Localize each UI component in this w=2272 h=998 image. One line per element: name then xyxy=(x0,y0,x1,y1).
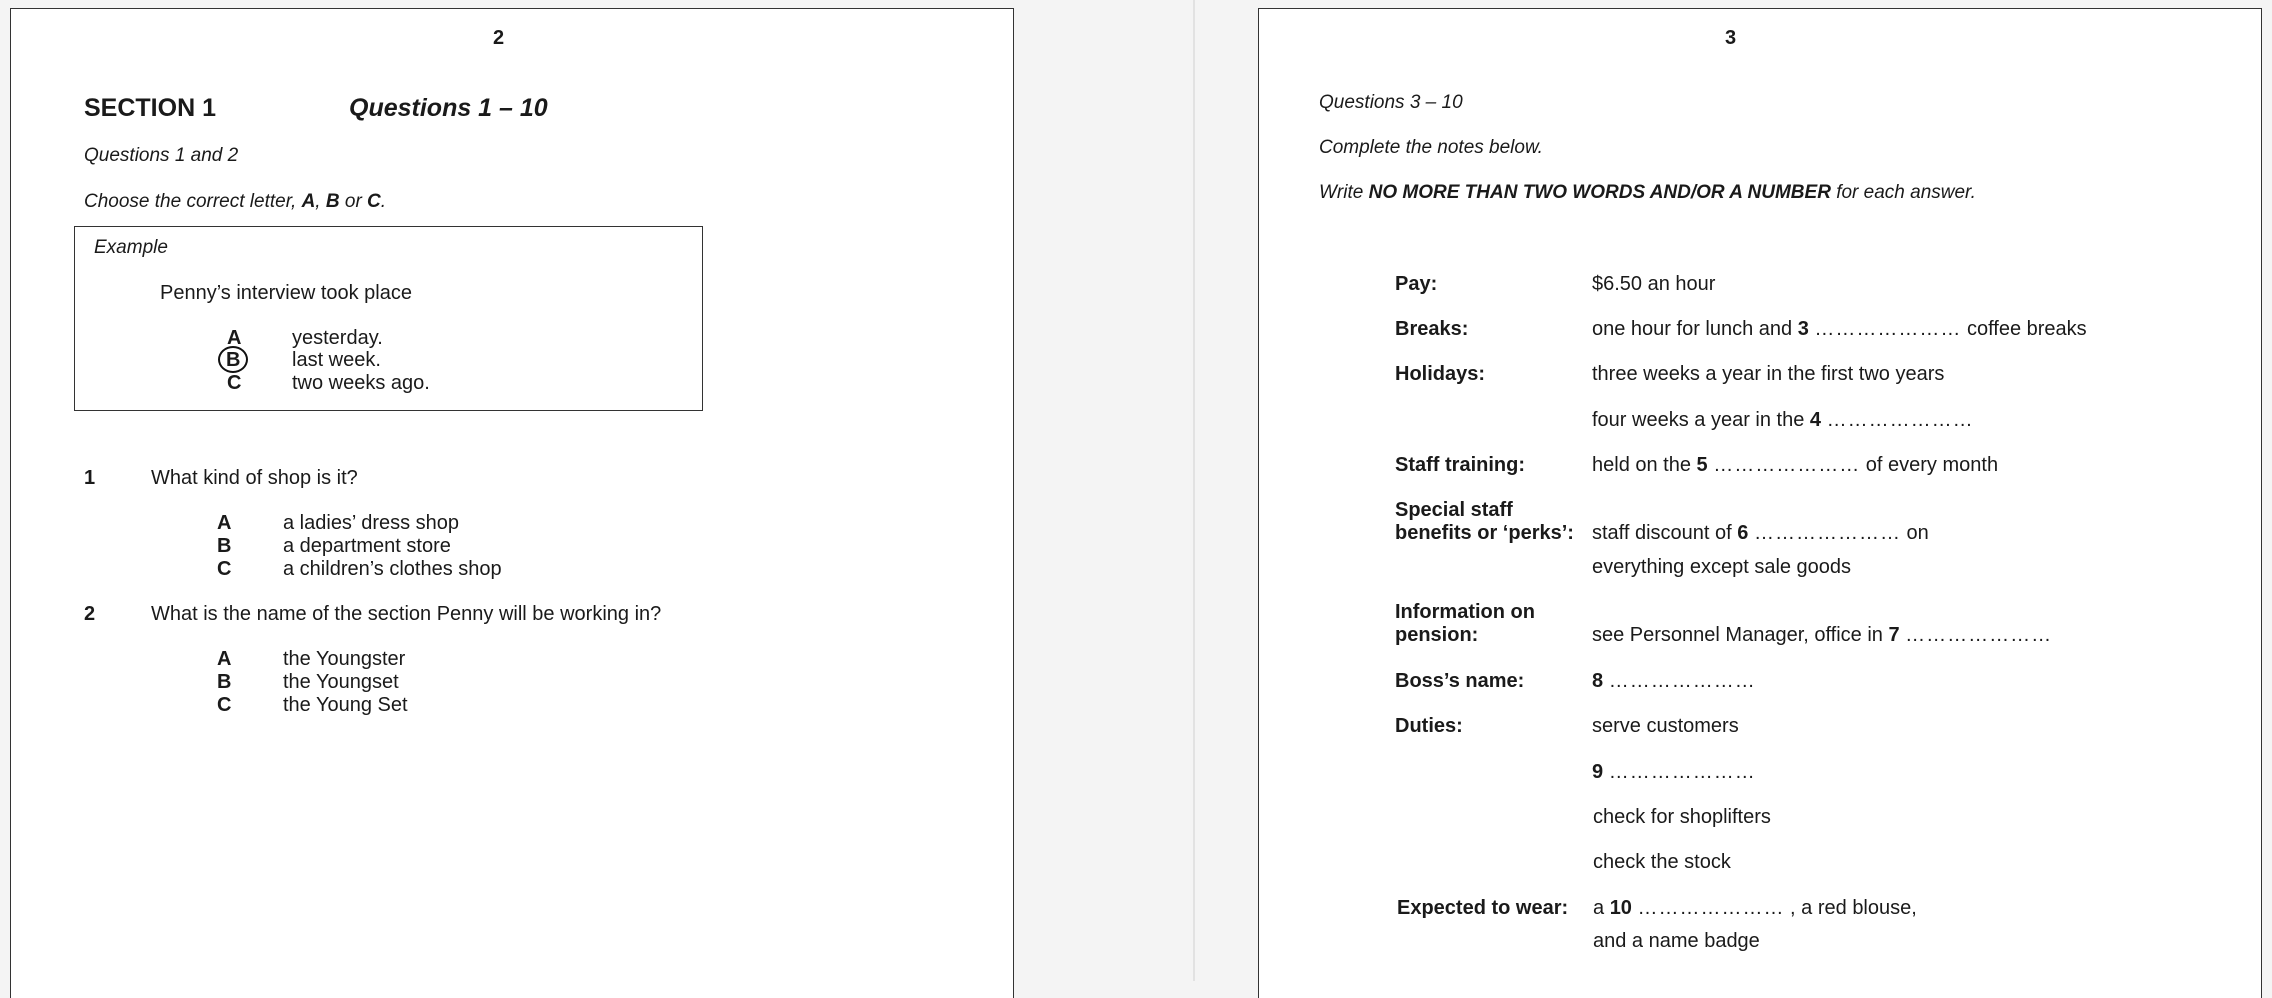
instruction-emphasis: NO MORE THAN TWO WORDS AND/OR A NUMBER xyxy=(1368,182,1831,203)
instruction-word-limit xyxy=(1319,182,1976,204)
notes-value-pay: $6.50 an hour xyxy=(1592,273,1716,295)
answer-gap-7: ………………… xyxy=(1905,624,2053,646)
section-title: SECTION 1 xyxy=(84,94,216,122)
questions-heading: Questions 1 and 2 xyxy=(84,145,239,166)
notes-value-staff-training xyxy=(1592,454,1998,477)
instruction-or: or xyxy=(339,191,368,212)
gap-number-7: 7 xyxy=(1888,624,1900,646)
notes-text: staff discount of xyxy=(1592,522,1738,544)
option-text: the Young Set xyxy=(283,694,408,716)
notes-label-special-2: benefits or ‘perks’: xyxy=(1395,522,1574,544)
answer-gap-6: ………………… xyxy=(1753,522,1901,544)
instruction-sep: , xyxy=(315,191,326,212)
notes-value-pension xyxy=(1592,624,2052,647)
page-number: 3 xyxy=(1725,27,1737,49)
notes-label-boss: Boss’s name: xyxy=(1395,670,1525,692)
notes-value-duties-2 xyxy=(1592,761,1756,784)
answer-gap-10: ………………… xyxy=(1637,897,1785,919)
notes-text: four weeks a year in the xyxy=(1592,409,1810,431)
example-label: Example xyxy=(94,237,168,258)
notes-value-holidays-2 xyxy=(1592,409,1974,432)
question-number: 2 xyxy=(84,603,96,625)
instruction-complete: Complete the notes below. xyxy=(1319,137,1543,158)
notes-text: of every month xyxy=(1860,454,1999,476)
option-letter: A xyxy=(217,648,232,670)
option-letter: B xyxy=(217,535,232,557)
answer-gap-9: ………………… xyxy=(1608,761,1756,783)
page-number: 2 xyxy=(493,27,505,49)
notes-label-pension-1: Information on xyxy=(1395,601,1535,623)
notes-text: on xyxy=(1900,522,1929,544)
instruction-text: Choose the correct letter, xyxy=(84,191,302,212)
example-stem: Penny’s interview took place xyxy=(160,282,412,304)
notes-text: see Personnel Manager, office in xyxy=(1592,624,1889,646)
option-letter: C xyxy=(217,694,232,716)
notes-label-pension-2: pension: xyxy=(1395,624,1479,646)
gap-number-10: 10 xyxy=(1609,897,1632,919)
instruction-letter-a: A xyxy=(301,191,316,212)
notes-value-wear-1 xyxy=(1593,897,1917,920)
notes-label-holidays: Holidays: xyxy=(1395,363,1486,385)
notes-label-breaks: Breaks: xyxy=(1395,318,1469,340)
page-gutter xyxy=(1193,0,1195,981)
option-text: a ladies’ dress shop xyxy=(283,512,460,534)
notes-value-special-1 xyxy=(1592,522,1929,545)
notes-value-boss xyxy=(1592,670,1756,693)
option-text: a department store xyxy=(283,535,451,557)
instruction-end: . xyxy=(380,191,387,212)
answer-gap-4: ………………… xyxy=(1826,409,1974,431)
notes-text: held on the xyxy=(1592,454,1697,476)
questions-heading: Questions 3 – 10 xyxy=(1319,92,1463,113)
notes-label-special-1: Special staff xyxy=(1395,499,1513,521)
instruction-letter-b: B xyxy=(325,191,340,212)
question-text: What is the name of the section Penny will be working in? xyxy=(151,603,662,625)
answer-gap-8: ………………… xyxy=(1608,670,1756,692)
notes-label-wear: Expected to wear: xyxy=(1397,897,1569,919)
notes-value-wear-2: and a name badge xyxy=(1593,930,1760,952)
instruction-text: Write xyxy=(1319,182,1369,203)
gap-number-9: 9 xyxy=(1592,761,1604,783)
option-text: the Youngster xyxy=(283,648,406,670)
notes-value-duties-3: check for shoplifters xyxy=(1593,806,1771,828)
instruction-letter-c: C xyxy=(367,191,381,212)
gap-number-3: 3 xyxy=(1797,318,1809,340)
gap-number-4: 4 xyxy=(1809,409,1822,431)
gap-number-8: 8 xyxy=(1592,670,1604,692)
option-text: the Youngset xyxy=(283,671,399,693)
option-letter: A xyxy=(217,512,232,534)
notes-value-special-2: everything except sale goods xyxy=(1592,556,1852,578)
example-option-letter: B xyxy=(226,349,241,371)
answer-gap-5: ………………… xyxy=(1713,454,1861,476)
gap-number-6: 6 xyxy=(1737,522,1749,544)
notes-label-staff-training: Staff training: xyxy=(1395,454,1525,476)
question-text: What kind of shop is it? xyxy=(151,467,358,489)
notes-value-duties-4: check the stock xyxy=(1593,851,1731,873)
notes-text: a xyxy=(1593,897,1610,919)
notes-text: coffee breaks xyxy=(1961,318,2087,340)
option-text: a children’s clothes shop xyxy=(283,558,502,580)
notes-label-pay: Pay: xyxy=(1395,273,1438,295)
answer-gap-3: ………………… xyxy=(1814,318,1962,340)
gap-number-5: 5 xyxy=(1696,454,1708,476)
notes-value-holidays-1: three weeks a year in the first two years xyxy=(1592,363,1945,385)
instruction xyxy=(84,191,386,213)
option-letter: B xyxy=(217,671,232,693)
notes-label-duties: Duties: xyxy=(1395,715,1463,737)
section-questions: Questions 1 – 10 xyxy=(349,94,548,122)
example-option-text: two weeks ago. xyxy=(292,372,430,394)
notes-value-duties-1: serve customers xyxy=(1592,715,1739,737)
question-number: 1 xyxy=(84,467,96,489)
example-option-letter: A xyxy=(227,327,242,349)
option-letter: C xyxy=(217,558,232,580)
instruction-text: for each answer. xyxy=(1830,182,1976,203)
example-option-letter: C xyxy=(227,372,242,394)
notes-text: one hour for lunch and xyxy=(1592,318,1798,340)
example-option-text: last week. xyxy=(292,349,381,371)
notes-value-breaks xyxy=(1592,318,2087,341)
example-option-text: yesterday. xyxy=(292,327,383,349)
notes-text: , a red blouse, xyxy=(1784,897,1917,919)
